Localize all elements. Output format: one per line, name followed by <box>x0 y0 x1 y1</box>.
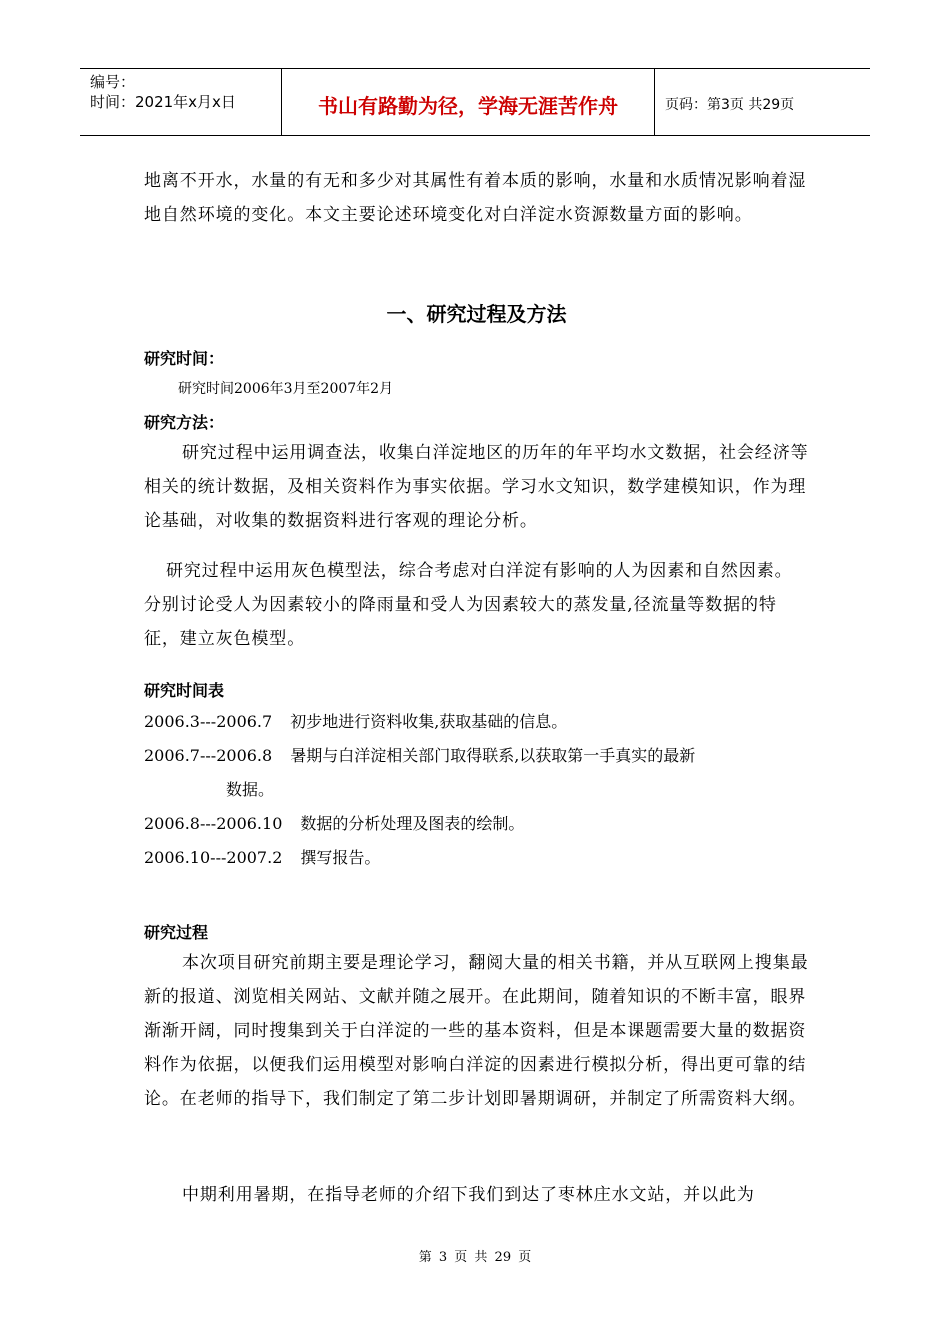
document-number-label: 编号： <box>90 73 136 91</box>
page-header <box>80 68 870 136</box>
document-date: 时间：2021年x月x日 <box>90 93 236 111</box>
schedule-description: 数据的分析处理及图表的绘制。 <box>300 814 525 833</box>
schedule-description: 暑期与白洋淀相关部门取得联系,以获取第一手真实的最新 <box>290 746 696 765</box>
schedule-heading: 研究时间表 <box>144 681 225 700</box>
research-time-heading: 研究时间： <box>144 349 225 368</box>
header-motto: 书山有路勤为径，学海无涯苦作舟 <box>282 69 655 135</box>
schedule-list <box>144 705 809 875</box>
schedule-item <box>144 807 809 841</box>
schedule-item <box>144 841 809 875</box>
schedule-period: 2006.10---2007.2 <box>144 848 283 867</box>
schedule-period: 2006.3---2006.7 <box>144 712 273 731</box>
process-heading: 研究过程 <box>144 923 209 942</box>
schedule-description-continuation: 数据。 <box>226 780 275 799</box>
process-paragraph-2: 中期利用暑期，在指导老师的介绍下我们到达了枣林庄水文站，并以此为 <box>182 1185 755 1205</box>
research-time-text: 研究时间2006年3月至2007年2月 <box>178 381 394 397</box>
schedule-item <box>144 739 809 773</box>
schedule-description: 撰写报告。 <box>300 848 381 867</box>
section-title: 一、研究过程及方法 <box>386 302 567 326</box>
schedule-period: 2006.8---2006.10 <box>144 814 283 833</box>
research-method-heading: 研究方法： <box>144 413 225 432</box>
schedule-description: 初步地进行资料收集,获取基础的信息。 <box>290 712 568 731</box>
schedule-item <box>144 705 809 739</box>
header-page-info: 页码：第3页 共29页 <box>665 97 795 113</box>
header-meta <box>80 69 282 135</box>
intro-paragraph: 地离不开水，水量的有无和多少对其属性有着本质的影响，水量和水质情况影响着湿地自然环境的变化。本文主要论述环境变化对白洋淀水资源数量方面的影响。 <box>144 171 807 225</box>
research-method-paragraph-2: 研究过程中运用灰色模型法，综合考虑对白洋淀有影响的人为因素和自然因素。分别讨论受人为因素较小的降雨量和受人为因素较大的蒸发量,径流量等数据的特征，建立灰色模型。 <box>144 561 793 649</box>
schedule-period: 2006.7---2006.8 <box>144 746 273 765</box>
research-method-paragraph-1: 研究过程中运用调查法，收集白洋淀地区的历年的年平均水文数据，社会经济等相关的统计数据，及相关资料作为事实依据。学习水文知识，数学建模知识，作为理论基础，对收集的数据资料进行客观的理论分析。 <box>144 443 809 531</box>
page-footer: 第 3 页 共 29 页 <box>418 1250 532 1265</box>
process-paragraph-1: 本次项目研究前期主要是理论学习，翻阅大量的相关书籍，并从互联网上搜集最新的报道、浏览相关网站、文献并随之展开。在此期间，随着知识的不断丰富，眼界渐渐开阔，同时搜集到关于白洋淀的一些的基本资料，但是本课题需要大量的数据资料作为依据，以便我们运用模型对影响白洋淀的因素进行模拟分析，得出更可靠的结论。在老师的指导下，我们制定了第二步计划即暑期调研，并制定了所需资料大纲。 <box>144 953 809 1109</box>
